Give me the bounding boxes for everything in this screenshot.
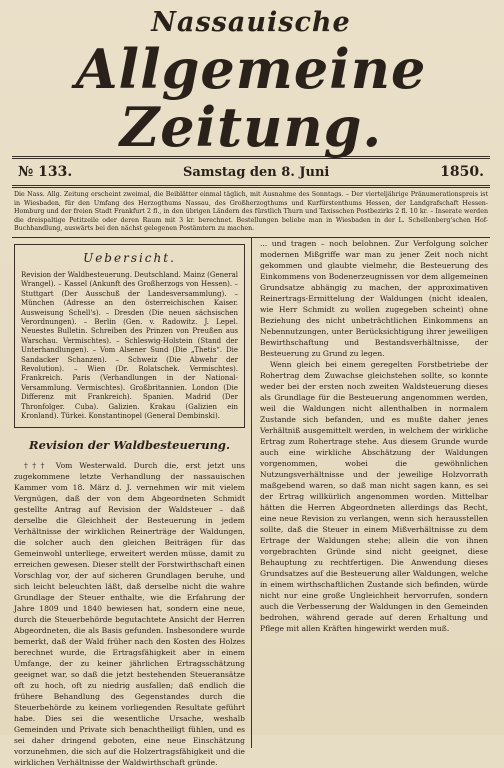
- masthead-line-1: Nassauische: [151, 7, 351, 38]
- issue-date: Samstag den 8. Juni: [183, 164, 330, 180]
- issue-number: № 133.: [18, 164, 73, 180]
- article-paragraph: ... und tragen – noch belohnen. Zur Verfolgung solcher modernen Mißgriffe war man zu jener Zeit noch nicht gekommen und glaubte vielmehr, die Besteuerung des Einkommens von Bodenerzeugnissen vor dem allgemeinen Grundsatze abhängig zu machen, der approximativen Reinertrags-Ermittelung der Waldungen (nicht idealen, wie Herr Schmidt zu wollen zugegeben scheint) ohne Beziehung des nicht unbeträchtlichen Einkommens an Nebennutzungen, unter Berücksichtigung ihrer jeweiligen Bewirthschaftung und Bestandsverhältnisse, der Besteuerung zu Grund zu legen.: [260, 238, 488, 358]
- issue-year: 1850.: [440, 164, 484, 180]
- dateline: [12, 159, 490, 185]
- right-column: [251, 238, 490, 748]
- article-columns: [12, 238, 490, 768]
- overview-title: Uebersicht.: [83, 250, 176, 265]
- subscription-notice: Die Nass. Allg. Zeitung erscheint zweimal, die Beiblätter einmal täglich, mit Ausnahme des Sonntags. – Der vierteljährige Pränumerationspreis ist in Wiesbaden, für den Umfang des Herzogthums Nassau, des Großherzogthums und Kurfürstenthums Hessen, der Landgrafschaft Hessen-Homburg und der freien Stadt Frankfurt 2 fl., in den übrigen Ländern des fürstlich Thurn und Taxisschen Postbezirks 2 fl. 10 kr. – Inserate werden die dreispaltige Petitzeile oder deren Raum mit 3 kr. berechnet. Bestellungen beliebe man in Wiesbaden in der L. Schellenberg'schen Hof-Buchhandlung, auswärts bei den nächst gelegenen Postämtern zu machen.: [14, 191, 488, 233]
- overview-box: [14, 244, 245, 429]
- article-heading: Revision der Waldbesteuerung.: [29, 438, 230, 453]
- masthead-title: Allgemeine Zeitung.: [75, 37, 427, 159]
- left-column: [12, 238, 251, 768]
- article-paragraph: ††† Vom Westerwald. Durch die, erst jetzt uns zugekommene letzte Verhandlung der nassauischen Kammer vom 18. März d. J. vernehmen wir mit vielem Vergnügen, daß der von dem Abgeordneten Schmidt gestellte Antrag auf Revision der Waldsteuer – daß derselbe die Gleichheit der Besteuerung in jedem Verhältnisse der wirklichen Reinerträge der Waldungen, die solcher auch den gleichen Beiträgen für das Gemeinwohl unterliege, erweitert werden müsse, damit zu erreichen gewesen. Dieser stellt der Forstwirthschaft einen Vorschlag vor, der auf sicheren Grundlagen beruhe, und sich leicht beleuchten läßt, daß derselbe nicht die wahre Grundlage der Steuer enthalte, wie die Erfahrung der Jahre 1809 und 1840 bewiesen hat, sondern eine neue, durch die Steuerbehörde begutachtete Ansicht der Herren Abgeordneten, die als Basis gefunden. Insbesondere wurde bemerkt, daß der Wald früher nach den Kosten des Holzes berechnet wurde, die Ertragsfähigkeit aber in einem Umfange, der zu keiner jährlichen Ertragsschätzung geeignet war, so daß die jetzt bestehenden Steueransätze oft zu hoch, oft zu niedrig ausfallen; daß endlich die frühere Behandlung des Gegenstandes durch die Steuerbehörde zu keinem vorliegenden Resultate geführt habe. Dies sei die wesentliche Ursache, weshalb Gemeinden und Private sich benachtheiligt fühlen, und es sei daher dringend geboten, eine neue Einschätzung vorzunehmen, die sich auf die Holzertragsfähigkeit und die wirklichen Verhältnisse der Waldwirthschaft gründe.: [14, 461, 245, 768]
- overview-text: Revision der Waldbesteuerung. Deutschland. Mainz (General Wrangel). – Kassel (Ankunft des Großherzogs von Hessen). – Stuttgart (Der Ausschuß der Landesversammlung). – München (Adresse an den österreichischen Kaiser. Ausweisung Schell's). – Dresden (Die neuen sächsischen Verordnungen). – Berlin (Gen. v. Radowitz. J. Lepel. Neuestes Bulletin. Schreiben des Prinzen von Preußen aus Warschau. Vermischtes). – Schleswig-Holstein (Stand der Unterhandlungen). – Vom Alsener Sund (Die „Thetis“. Die Sandacker Schanzen). – Schweiz (Die Abwehr der Revolution). – Wien (Dr. Rolatschek. Vermischtes). Frankreich. Paris (Verhandlungen in der National-Versammlung. Vermischtes). Großbritannien. London (Die Differenz mit Frankreich). Spanien. Madrid (Der Thronfolger. Cuba). Galizien. Krakau (Galizien ein Kronland). Türkei. Konstantinopel (General Dembinski).: [21, 270, 238, 421]
- article-paragraph: Wenn gleich bei einem geregelten Forstbetriebe der Rohertrag dem Zuwachse gleichstehen sollte, so konnte weder bei der ersten noch zweiten Waldsteuerung dieses als Grundlage für die Besteuerung angenommen werden, weil die Waldungen nicht allenthalben in normalem Zustande sich befanden, und es mußte daher jenes Verhältniß ausgemittelt werden, in welchem der wirkliche Ertrag zum Rohertrage stehe. Aus diesem Grunde wurde auch eine wirkliche Abschätzung der Waldungen vorgenommen, wobei die gewöhnlichen Nutzungsverhältnisse und der jeweilige Holzvorrath maßgebend waren, so daß man nicht sagen kann, es sei der Ertrag willkürlich angenommen worden. Mittelbar hätten die Herren Abgeordneten allerdings das Recht, eine neue Revision zu verlangen, wenn sich herausstellen sollte, daß die Steuer in einem Mißverhältnisse zu dem Ertrage der Waldungen stehe; allein die von ihnen vorgebrachten Gründe sind nicht geeignet, diese Behauptung zu rechtfertigen. Die Anwendung dieses Grundsatzes auf die Besteuerung aller Waldungen, welche in einem wirthschaftlichen Zustande sich befinden, würde nicht nur eine große Ungleichheit hervorrufen, sondern auch die Verbesserung der Waldungen in den Gemeinden bedrohen, während gerade auf deren Erhaltung und Pflege mit allen Kräften hingewirkt werden muß.: [260, 359, 488, 633]
